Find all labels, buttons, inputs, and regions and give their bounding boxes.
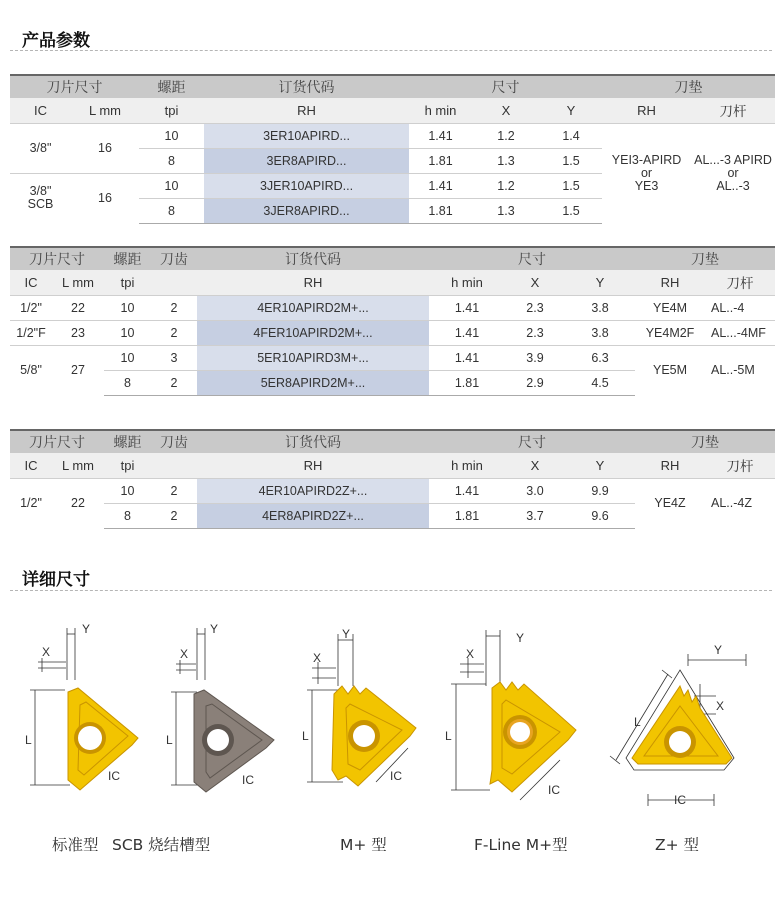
- label-l: L: [25, 733, 32, 747]
- col-rh: RH: [204, 98, 409, 123]
- header-order-code: 订货代码: [204, 75, 409, 98]
- label-x: X: [180, 647, 189, 661]
- col-tpi: tpi: [104, 270, 151, 295]
- label-x: X: [313, 651, 322, 665]
- cell-ic: 3/8": [10, 123, 71, 173]
- label-l: L: [302, 729, 309, 743]
- label-l: L: [634, 715, 641, 729]
- cell-ic: [10, 173, 71, 223]
- cell-x: 1.3: [472, 198, 540, 223]
- label-l: L: [445, 729, 452, 743]
- cell-y: 1.4: [540, 123, 602, 148]
- ic-line-2: SCB: [27, 197, 54, 212]
- cell-y: 4.5: [565, 370, 635, 395]
- col-y: Y: [540, 98, 602, 123]
- cell-x: 2.3: [505, 295, 565, 320]
- label-y: Y: [210, 622, 219, 636]
- cell-y: 1.5: [540, 148, 602, 173]
- cell-h: 1.41: [409, 173, 472, 198]
- cell-tpi: 8: [139, 198, 204, 223]
- cell-h: 1.81: [429, 370, 505, 395]
- col-rh: RH: [197, 453, 429, 478]
- col-ic: IC: [10, 270, 52, 295]
- col-h: h min: [429, 453, 505, 478]
- caption-standard: 标准型: [52, 836, 99, 854]
- cell-l: 23: [52, 320, 104, 345]
- cell-order-code: 5ER8APIRD2M+...: [197, 370, 429, 395]
- cell-tpi: 10: [104, 320, 151, 345]
- caption-m-plus: M+ 型: [340, 836, 387, 854]
- header-order-code: 订货代码: [197, 247, 429, 270]
- header-shim: 刀垫: [635, 430, 775, 453]
- cell-l: 22: [52, 295, 104, 320]
- col-tpi: tpi: [139, 98, 204, 123]
- cell-order-code: 5ER10APIRD3M+...: [197, 345, 429, 370]
- header-insert-size: 刀片尺寸: [10, 75, 139, 98]
- label-y: Y: [516, 631, 525, 645]
- cell-tpi: 8: [139, 148, 204, 173]
- caption-scb: SCB 烧结槽型: [112, 836, 211, 854]
- cell-teeth: 2: [151, 503, 197, 528]
- cell-ic: 1/2": [10, 478, 52, 528]
- label-ic: IC: [390, 769, 402, 783]
- cell-order-code: 3ER10APIRD...: [204, 123, 409, 148]
- col-holder: 刀杆: [691, 98, 775, 123]
- cell-x: 2.9: [505, 370, 565, 395]
- col-l: L mm: [52, 453, 104, 478]
- cell-order-code: 4FER10APIRD2M+...: [197, 320, 429, 345]
- header-insert-size: 刀片尺寸: [10, 430, 104, 453]
- cell-tpi: 10: [104, 295, 151, 320]
- cell-y: 3.8: [565, 320, 635, 345]
- cell-y: 1.5: [540, 198, 602, 223]
- cell-l: 16: [71, 173, 139, 223]
- cell-shim: YE4M: [635, 295, 705, 320]
- cell-shim: [602, 123, 691, 223]
- cell-l: 22: [52, 478, 104, 528]
- col-l: L mm: [71, 98, 139, 123]
- label-y: Y: [714, 643, 723, 657]
- detail-divider: [10, 590, 772, 591]
- cell-l: 27: [52, 345, 104, 395]
- cell-tpi: 10: [104, 478, 151, 503]
- header-teeth: 刀齿: [151, 247, 197, 270]
- table-row: [10, 320, 775, 345]
- cell-y: 9.6: [565, 503, 635, 528]
- cell-y: 3.8: [565, 295, 635, 320]
- col-x: X: [505, 270, 565, 295]
- cell-shim: YE4M2F: [635, 320, 705, 345]
- cell-l: 16: [71, 123, 139, 173]
- header-pitch: 螺距: [139, 75, 204, 98]
- cell-x: 2.3: [505, 320, 565, 345]
- col-shim-rh: RH: [602, 98, 691, 123]
- cell-order-code: 3ER8APIRD...: [204, 148, 409, 173]
- cell-teeth: 2: [151, 320, 197, 345]
- label-x: X: [42, 645, 51, 659]
- header-teeth: 刀齿: [151, 430, 197, 453]
- header-dimensions: 尺寸: [409, 75, 602, 98]
- cell-y: 9.9: [565, 478, 635, 503]
- cell-holder: AL..-4Z: [705, 478, 775, 528]
- shim-line-1: YEI3-APIRD: [611, 152, 682, 167]
- header-shim: 刀垫: [602, 75, 775, 98]
- col-holder: 刀杆: [705, 270, 775, 295]
- col-shim-rh: RH: [635, 453, 705, 478]
- shim-line-3: YE3: [634, 178, 659, 193]
- cell-ic: 1/2": [10, 295, 52, 320]
- col-rh: RH: [197, 270, 429, 295]
- spec-table-3: [10, 429, 775, 529]
- col-y: Y: [565, 270, 635, 295]
- cell-x: 3.9: [505, 345, 565, 370]
- cell-h: 1.41: [429, 478, 505, 503]
- col-x: X: [472, 98, 540, 123]
- col-holder: 刀杆: [705, 453, 775, 478]
- label-ic: IC: [674, 793, 686, 807]
- holder-line-2: or: [727, 165, 739, 180]
- table-row: [10, 295, 775, 320]
- ic-line-1: 3/8": [29, 184, 52, 199]
- label-l: L: [166, 733, 173, 747]
- cell-order-code: 3JER10APIRD...: [204, 173, 409, 198]
- spec-table-2: [10, 246, 775, 396]
- col-ic: IC: [10, 98, 71, 123]
- cell-ic: 5/8": [10, 345, 52, 395]
- table-row: [10, 478, 775, 503]
- label-x: X: [466, 647, 475, 661]
- col-l: L mm: [52, 270, 104, 295]
- cell-order-code: 3JER8APIRD...: [204, 198, 409, 223]
- label-x: X: [716, 699, 725, 713]
- header-pitch: 螺距: [104, 430, 151, 453]
- col-h: h min: [429, 270, 505, 295]
- label-ic: IC: [548, 783, 560, 797]
- cell-order-code: 4ER10APIRD2M+...: [197, 295, 429, 320]
- col-ic: IC: [10, 453, 52, 478]
- title-divider: [10, 50, 772, 51]
- holder-line-1: AL...-3 APIRD: [694, 152, 772, 167]
- cell-teeth: 3: [151, 345, 197, 370]
- cell-x: 1.2: [472, 173, 540, 198]
- header-pitch: 螺距: [104, 247, 151, 270]
- cell-order-code: 4ER10APIRD2Z+...: [197, 478, 429, 503]
- cell-tpi: 10: [139, 173, 204, 198]
- cell-holder: AL..-5M: [705, 345, 775, 395]
- header-dimensions: 尺寸: [429, 430, 635, 453]
- cell-holder: AL..-4: [705, 295, 775, 320]
- diagram-standard: [20, 620, 150, 800]
- cell-ic: 1/2"F: [10, 320, 52, 345]
- cell-h: 1.81: [409, 198, 472, 223]
- cell-x: 3.7: [505, 503, 565, 528]
- cell-teeth: 2: [151, 295, 197, 320]
- col-y: Y: [565, 453, 635, 478]
- header-insert-size: 刀片尺寸: [10, 247, 104, 270]
- cell-x: 1.2: [472, 123, 540, 148]
- cell-holder: AL...-4MF: [705, 320, 775, 345]
- cell-shim: YE4Z: [635, 478, 705, 528]
- cell-teeth: 2: [151, 370, 197, 395]
- cell-h: 1.41: [429, 320, 505, 345]
- caption-f-line-m-plus: F-Line M+型: [474, 836, 568, 854]
- cell-holder: [691, 123, 775, 223]
- label-y: Y: [82, 622, 91, 636]
- table-row: [10, 123, 775, 148]
- cell-tpi: 10: [139, 123, 204, 148]
- table-row: [10, 345, 775, 370]
- cell-x: 1.3: [472, 148, 540, 173]
- cell-y: 6.3: [565, 345, 635, 370]
- spec-table-1: [10, 74, 775, 224]
- cell-y: 1.5: [540, 173, 602, 198]
- col-h: h min: [409, 98, 472, 123]
- cell-h: 1.81: [409, 148, 472, 173]
- label-ic: IC: [108, 769, 120, 783]
- shim-line-2: or: [640, 165, 653, 180]
- cell-shim: YE5M: [635, 345, 705, 395]
- header-shim: 刀垫: [635, 247, 775, 270]
- cell-h: 1.41: [409, 123, 472, 148]
- col-tpi: tpi: [104, 453, 151, 478]
- cell-tpi: 10: [104, 345, 151, 370]
- params-title: 产品参数: [22, 31, 90, 51]
- cell-h: 1.81: [429, 503, 505, 528]
- header-order-code: 订货代码: [197, 430, 429, 453]
- label-ic: IC: [242, 773, 254, 787]
- cell-h: 1.41: [429, 295, 505, 320]
- cell-h: 1.41: [429, 345, 505, 370]
- label-y: Y: [342, 627, 351, 641]
- diagram-z-plus: [604, 630, 764, 810]
- holder-line-3: AL..-3: [716, 178, 750, 193]
- header-dimensions: 尺寸: [429, 247, 635, 270]
- cell-tpi: 8: [104, 503, 151, 528]
- cell-tpi: 8: [104, 370, 151, 395]
- cell-teeth: 2: [151, 478, 197, 503]
- diagram-f-line-m-plus: [442, 620, 582, 810]
- detail-title: 详细尺寸: [22, 570, 90, 590]
- cell-x: 3.0: [505, 478, 565, 503]
- col-shim-rh: RH: [635, 270, 705, 295]
- diagram-m-plus: [298, 620, 433, 800]
- cell-order-code: 4ER8APIRD2Z+...: [197, 503, 429, 528]
- diagram-scb: [162, 620, 292, 800]
- col-x: X: [505, 453, 565, 478]
- caption-z-plus: Z+ 型: [655, 836, 700, 854]
